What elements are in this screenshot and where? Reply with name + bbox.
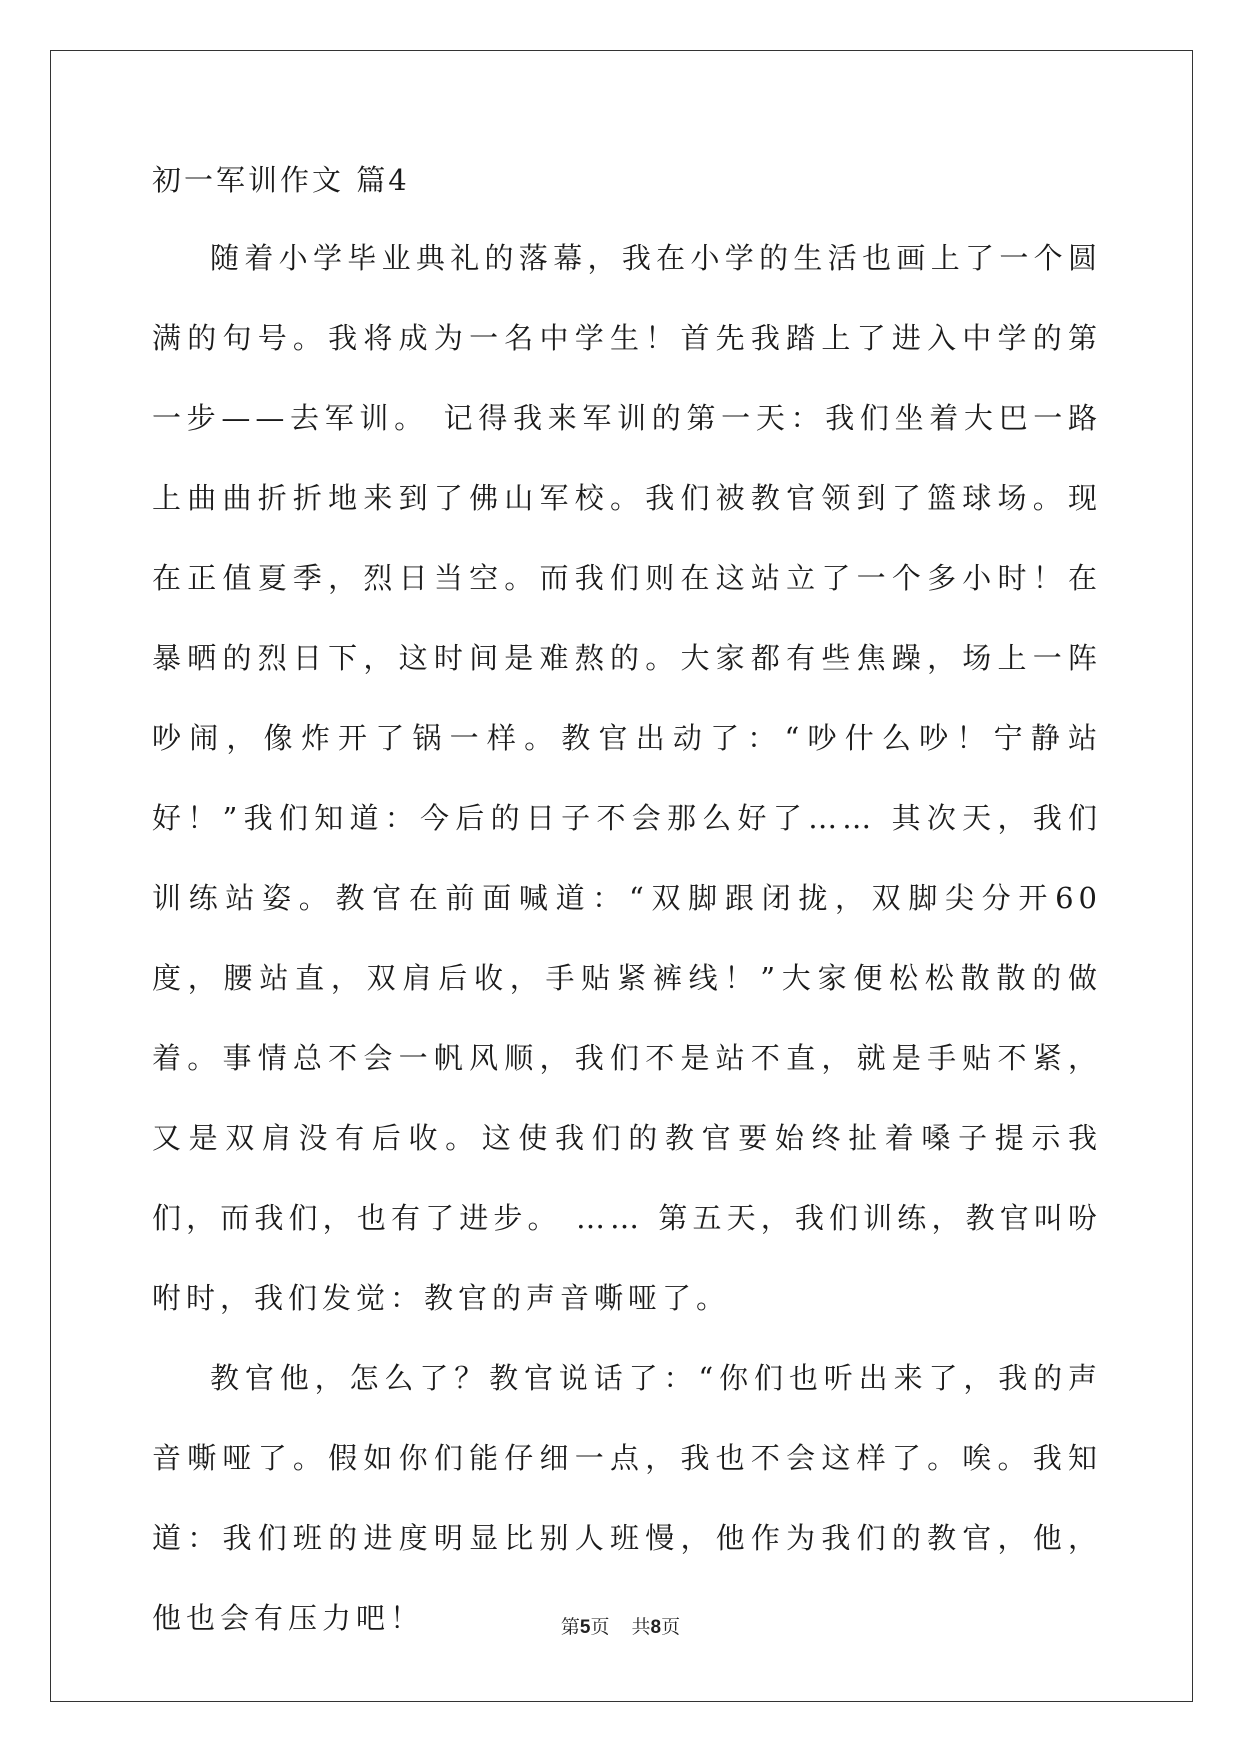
document-body (152, 160, 1102, 1658)
page-footer (0, 1614, 1241, 1641)
paragraph-1: 随着小学毕业典礼的落幕，我在小学的生活也画上了一个圆满的句号。我将成为一名中学生！首先我踏上了进入中学的第一步——去军训。 记得我来军训的第一天：我们坐着大巴一路上曲曲折折地来到了佛山军校。我们被教官领到了篮球场。现在正值夏季，烈日当空。而我们则在这站立了一个多小时！在暴晒的烈日下，这时间是难熬的。大家都有些焦躁，场上一阵吵闹，像炸开了锅一样。教官出动了：“吵什么吵！宁静站好！”我们知道：今后的日子不会那么好了…… 其次天，我们训练站姿。教官在前面喊道：“双脚跟闭拢，双脚尖分开60度，腰站直，双肩后收，手贴紧裤线！”大家便松松散散的做着。事情总不会一帆风顺，我们不是站不直，就是手贴不紧，又是双肩没有后收。这使我们的教官要始终扯着嗓子提示我们，而我们，也有了进步。 …… 第五天，我们训练，教官叫吩咐时，我们发觉：教官的声音嘶哑了。 (152, 241, 1102, 1315)
total-suffix: 页 (661, 1616, 681, 1638)
document-heading: 初一军训作文 篇4 (152, 163, 410, 197)
current-page-number: 5 (579, 1617, 591, 1638)
page-suffix: 页 (590, 1616, 610, 1638)
total-prefix: 共 (631, 1616, 651, 1638)
page-prefix: 第 (560, 1616, 580, 1638)
paragraph-2: 教官他，怎么了？教官说话了：“你们也听出来了，我的声音嘶哑了。假如你们能仔细一点，我也不会这样了。唉。我知道：我们班的进度明显比别人班慢，他作为我们的教官，他，他也会有压力吧！ (152, 1361, 1102, 1635)
total-page-number: 8 (650, 1617, 662, 1638)
